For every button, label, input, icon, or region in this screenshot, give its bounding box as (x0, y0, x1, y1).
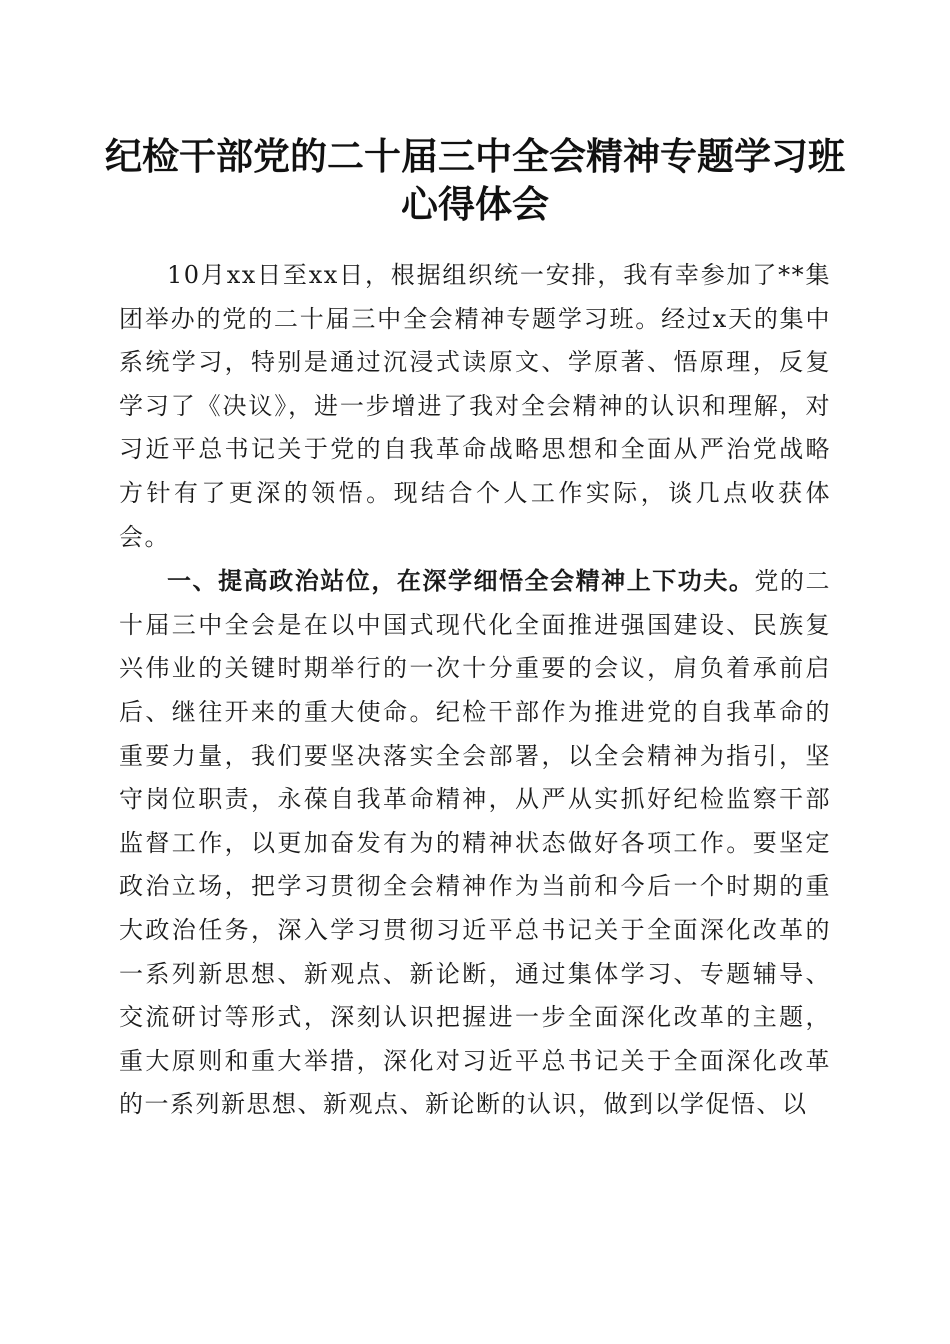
title-line-2: 心得体会 (401, 182, 549, 226)
intro-paragraph: 10月xx日至xx日，根据组织统一安排，我有幸参加了**集团举办的党的二十届三中全会精神专题学习班。经过x天的集中系统学习，特别是通过沉浸式读原文、学原著、悟原理，反复学习了《决议》，进一步增进了我对全会精神的认识和理解，对习近平总书记关于党的自我革命战略思想和全面从严治党战略方针有了更深的领悟。现结合个人工作实际，谈几点收获体会。 (119, 261, 831, 551)
document-body (119, 254, 831, 1127)
title-line-1: 纪检干部党的二十届三中全会精神专题学习班 (105, 134, 845, 178)
section-1-body: 党的二十届三中全会是在以中国式现代化全面推进强国建设、民族复兴伟业的关键时期举行的一次十分重要的会议，肩负着承前启后、继往开来的重大使命。纪检干部作为推进党的自我革命的重要力量，我们要坚决落实全会部署，以全会精神为指引，坚守岗位职责，永葆自我革命精神，从严从实抓好纪检监察干部监督工作，以更加奋发有为的精神状态做好各项工作。要坚定政治立场，把学习贯彻全会精神作为当前和今后一个时期的重大政治任务，深入学习贯彻习近平总书记关于全面深化改革的一系列新思想、新观点、新论断，通过集体学习、专题辅导、交流研讨等形式，深刻认识把握进一步全面深化改革的主题，重大原则和重大举措，深化对习近平总书记关于全面深化改革的一系列新思想、新观点、新论断的认识，做到以学促悟、以 (119, 567, 832, 1119)
document-title (100, 132, 850, 228)
section-1-paragraph (119, 559, 831, 1127)
section-1-heading: 一、提高政治站位，在深学细悟全会精神上下功夫。 (167, 566, 755, 596)
